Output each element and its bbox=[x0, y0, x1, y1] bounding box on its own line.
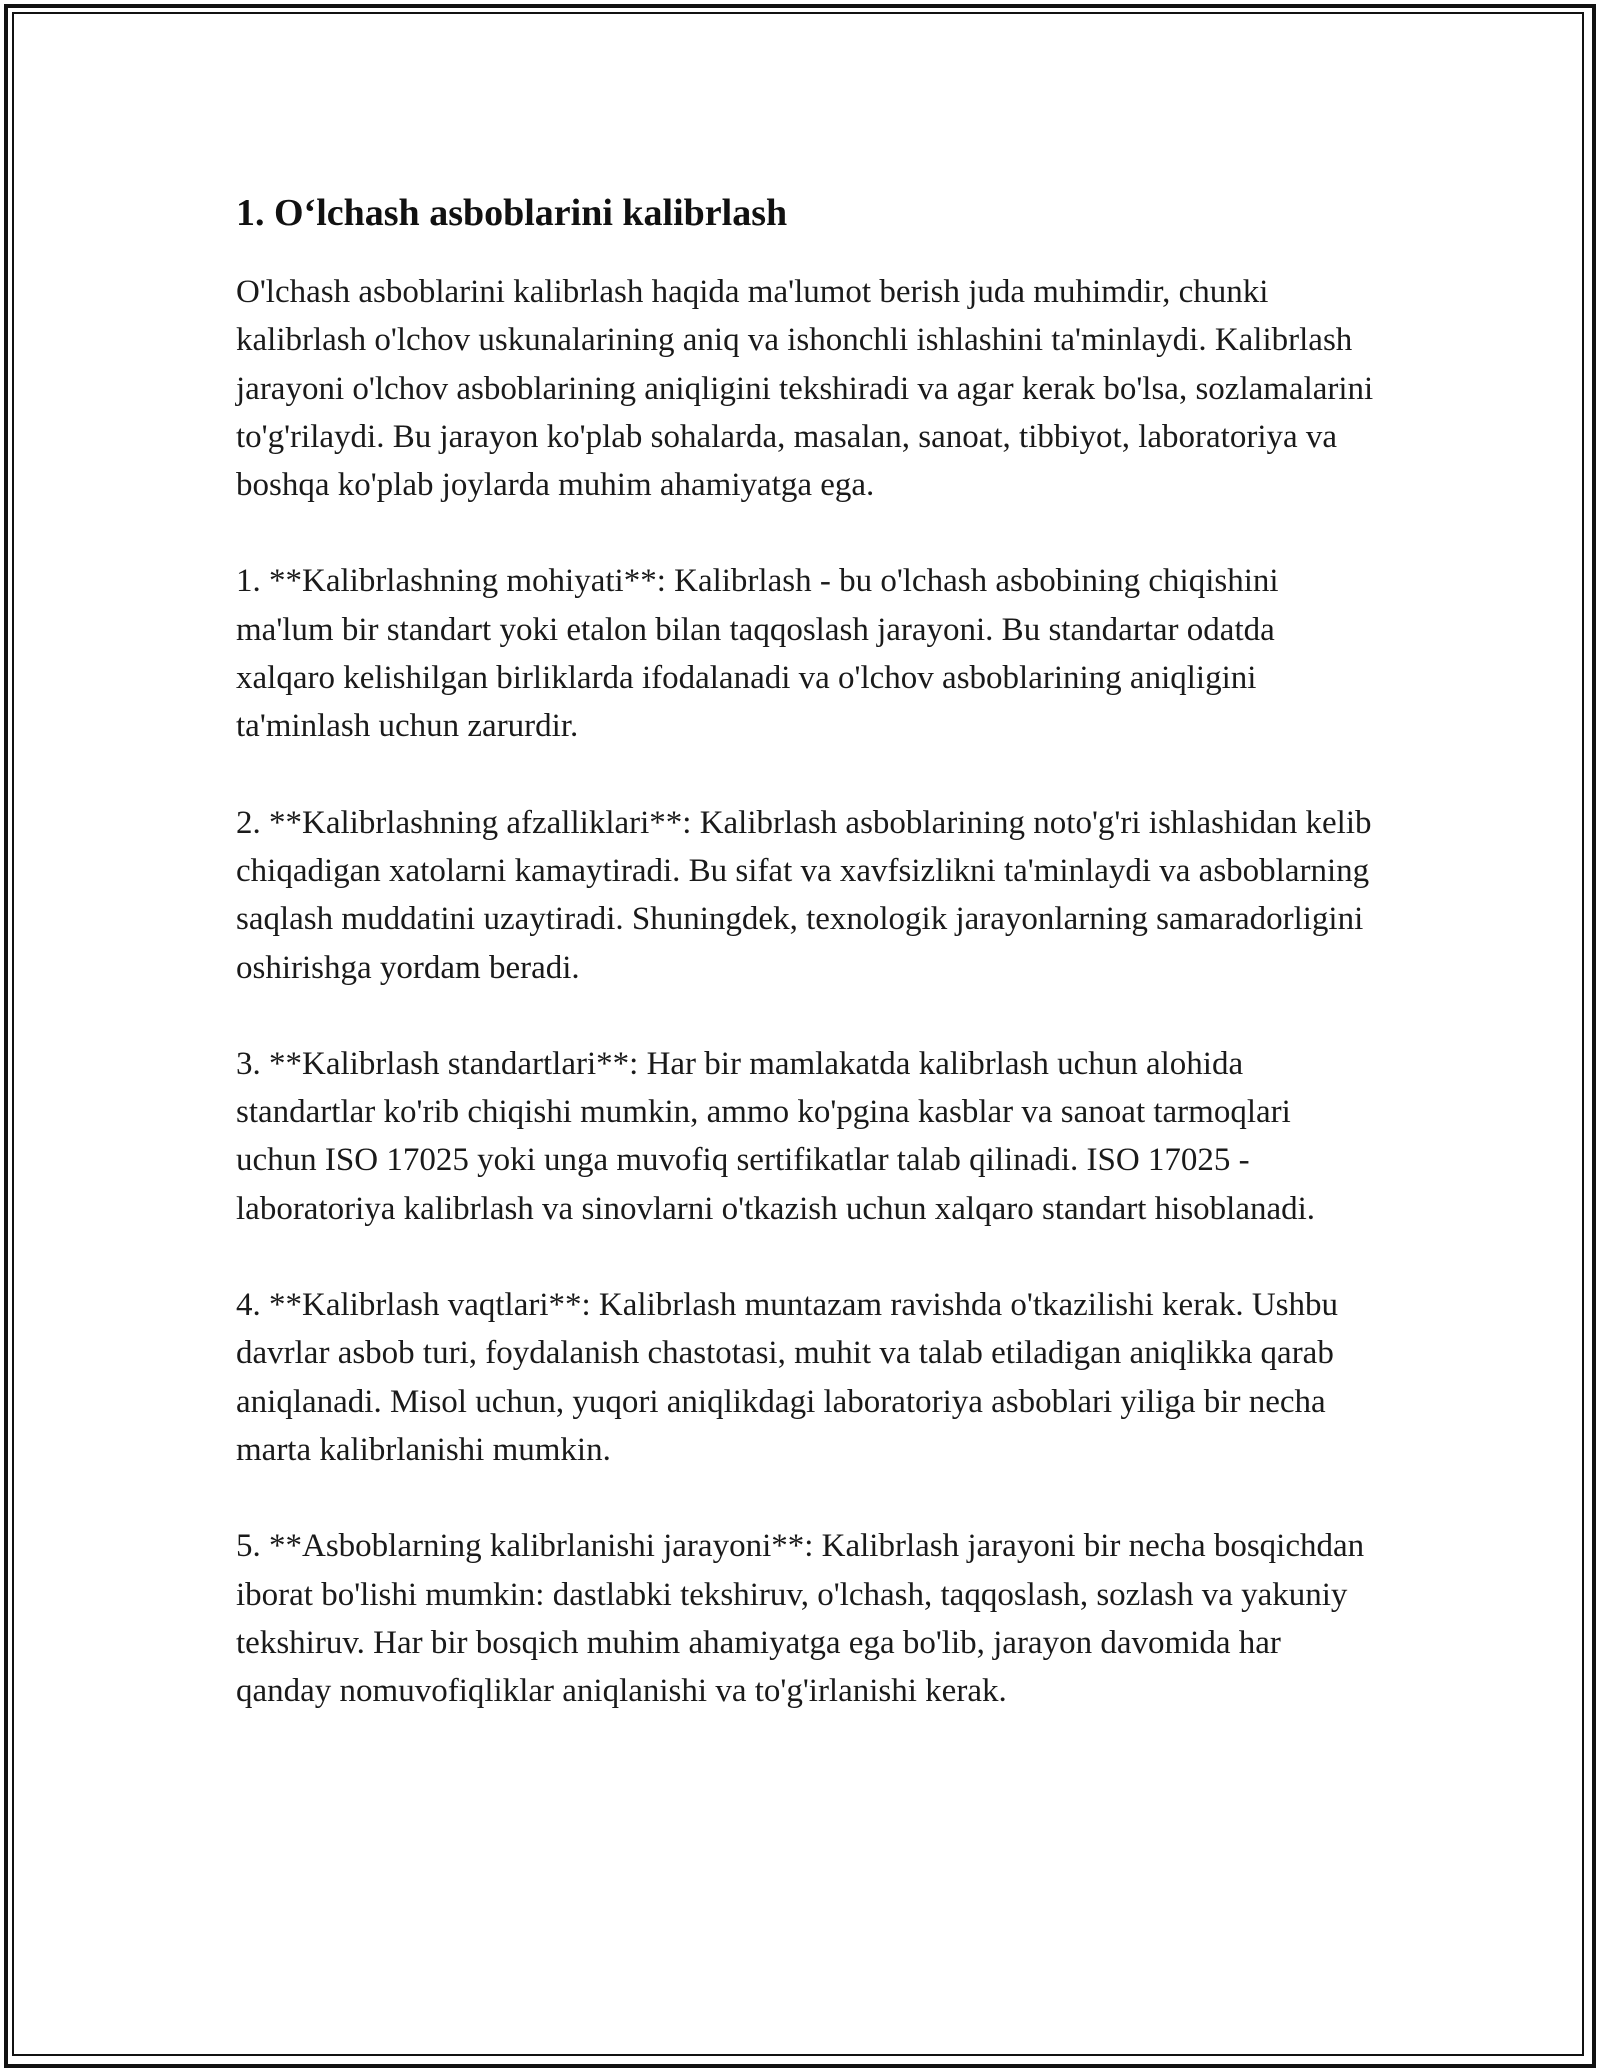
paragraph-kalibrlash-jarayoni: 5. **Asboblarning kalibrlanishi jarayoni**: Kalibrlash jarayoni bir necha bosqichdan iborat bo'lishi mumkin: dastlabki tekshiruv, o'lchash, taqqoslash, sozlash va yakuniy tekshiruv. Har bir bosqich muhim ahamiyatga ega bo'lib, jarayon davomida har qanday nomuvofiqliklar aniqlanishi va to'g'irlanishi kerak. bbox=[236, 1528, 1365, 1710]
paragraph-kalibrlash-vaqtlari: 4. **Kalibrlash vaqtlari**: Kalibrlash muntazam ravishda o'tkazilishi kerak. Ushbu davrlar asbob turi, foydalanish chastotasi, muhit va talab etiladigan aniqlikka qarab aniqlanadi. Misol uchun, yuqori aniqlikdagi laboratoriya asboblari yiliga bir necha marta kalibrlanishi mumkin. bbox=[236, 1287, 1339, 1468]
paragraph-kalibrlash-mohiyati: 1. **Kalibrlashning mohiyati**: Kalibrlash - bu o'lchash asbobining chiqishini ma'lum bir standart yoki etalon bilan taqqoslash jarayoni. Bu standartar odatda xalqaro kelishilgan birliklarda ifodalanadi va o'lchov asboblarining aniqligini ta'minlash uchun zarurdir. bbox=[236, 563, 1279, 745]
paragraph-kalibrlash-afzalliklari: 2. **Kalibrlashning afzalliklari**: Kalibrlash asboblarining noto'g'ri ishlashidan kelib chiqadigan xatolarni kamaytiradi. Bu sifat va xavfsizlikni ta'minlaydi va asboblarning saqlash muddatini uzaytiradi. Shuningdek, texnologik jarayonlarning samaradorligini oshirishga yordam beradi. bbox=[236, 804, 1372, 986]
paragraph-kalibrlash-standartlari: 3. **Kalibrlash standartlari**: Har bir mamlakatda kalibrlash uchun alohida standartlar ko'rib chiqishi mumkin, ammo ko'pgina kasblar va sanoat tarmoqlari uchun ISO 17025 yoki unga muvofiq sertifikatlar talab qilinadi. ISO 17025 - laboratoriya kalibrlash va sinovlarni o'tkazish uchun xalqaro standart hisoblanadi. bbox=[236, 1045, 1316, 1227]
intro-paragraph: O'lchash asboblarini kalibrlash haqida ma'lumot berish juda muhimdir, chunki kalibrlash o'lchov uskunalarining aniq va ishonchli ishlashini ta'minlaydi. Kalibrlash jarayoni o'lchov asboblarining aniqligini tekshiradi va agar kerak bo'lsa, sozlamalarini to'g'rilaydi. Bu jarayon ko'plab sohalarda, masalan, sanoat, tibbiyot, laboratoriya va boshqa ko'plab joylarda muhim ahamiyatga ega. bbox=[236, 274, 1374, 504]
document-body bbox=[236, 186, 1376, 1715]
section-heading: 1. O‘lchash asboblarini kalibrlash bbox=[236, 192, 788, 234]
